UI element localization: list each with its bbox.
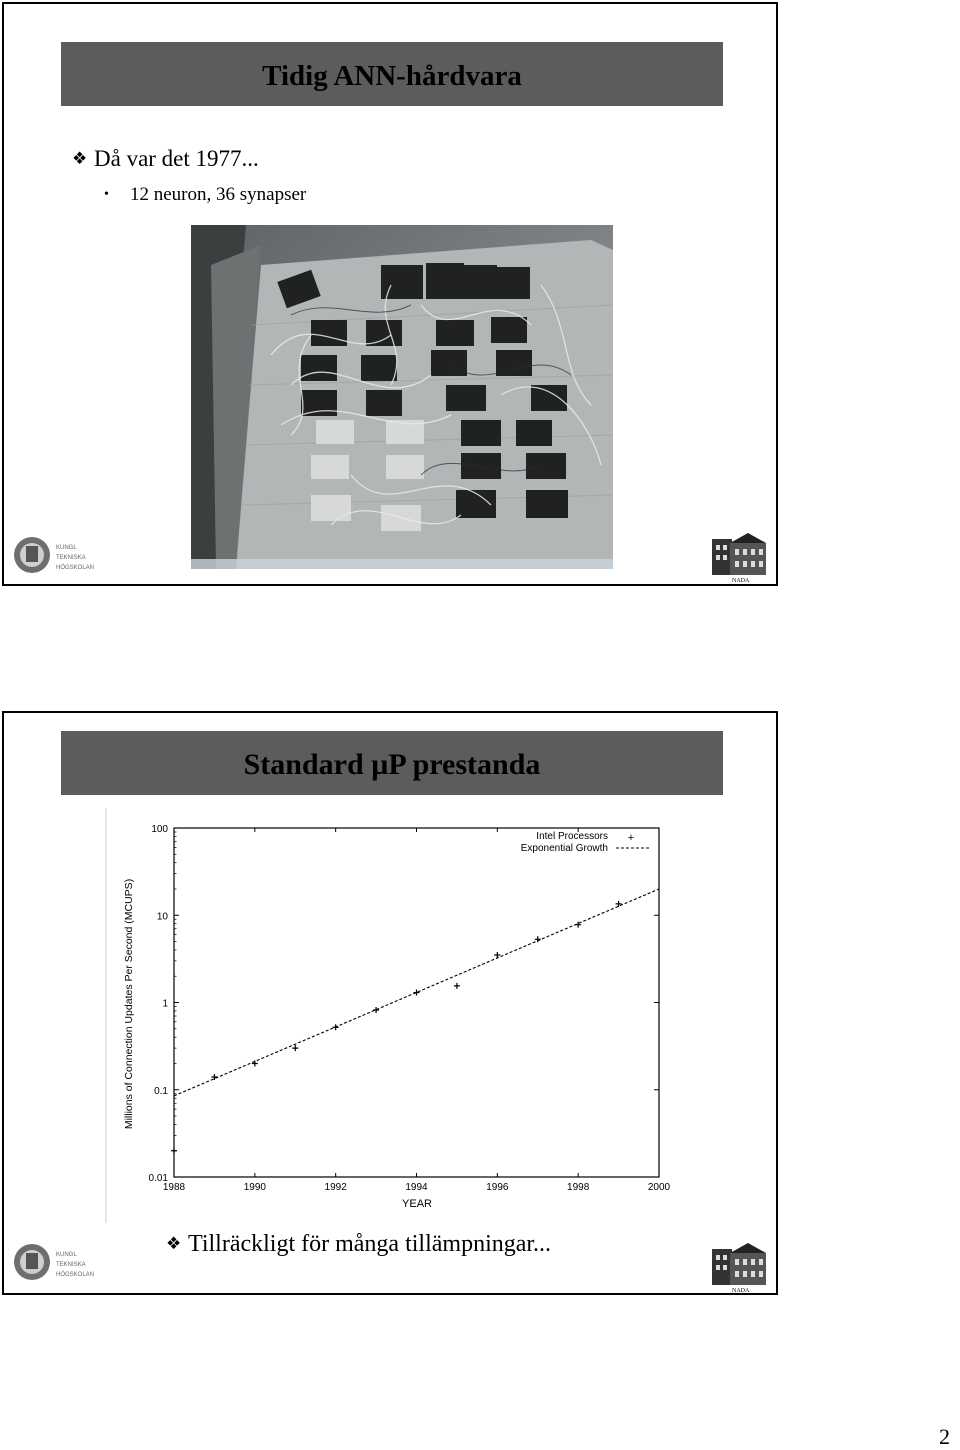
- intel-processor-point: [616, 901, 622, 907]
- neural-hardware-photo: [191, 225, 613, 569]
- nada-logo-text: NADA: [732, 1288, 750, 1293]
- intel-processor-point: [494, 952, 500, 958]
- kth-logo-line-2: TEKNISKA: [56, 555, 86, 561]
- page-number: 2: [939, 1424, 950, 1449]
- slide-1-title: Tidig ANN-hårdvara: [61, 42, 723, 106]
- y-tick-label: 10: [156, 911, 168, 923]
- slide-1-bullet-sub: [104, 184, 306, 206]
- x-tick-label: 1988: [162, 1182, 186, 1193]
- slide-2-bullet-main: [166, 1231, 551, 1258]
- intel-processor-point: [373, 1007, 379, 1013]
- slide-2: [2, 711, 778, 1295]
- x-tick-label: 1996: [486, 1182, 509, 1193]
- slide-1-bullet-main-text: Då var det 1977...: [94, 146, 259, 171]
- y-tick-label: 0.01: [148, 1173, 168, 1184]
- x-tick-label: 1994: [405, 1182, 428, 1193]
- diamond-bullet-icon: ❖: [72, 149, 88, 168]
- intel-processor-point: [414, 990, 420, 996]
- nada-building-logo: [710, 529, 770, 583]
- x-tick-label: 1990: [243, 1182, 266, 1193]
- kth-logo-line-1: KUNGL: [56, 545, 77, 551]
- kth-seal-logo: [12, 1239, 107, 1285]
- slide-1-bullet-sub-text: 12 neuron, 36 synapser: [130, 184, 307, 205]
- dot-bullet-icon: •: [104, 187, 109, 202]
- intel-processor-point: [333, 1024, 339, 1030]
- slide-2-title: Standard µP prestanda: [61, 731, 723, 795]
- slide-1-bullet-main: [72, 146, 259, 172]
- slide-1: [2, 2, 778, 586]
- x-tick-label: 2000: [647, 1182, 671, 1193]
- y-axis-label: Millions of Connection Updates Per Second (MCUPS): [123, 878, 135, 1130]
- intel-processor-point: [171, 1148, 177, 1154]
- diamond-bullet-icon: ❖: [166, 1234, 182, 1253]
- legend-label-intel: Intel Processors: [536, 831, 608, 842]
- nada-logo-text: NADA: [732, 578, 750, 583]
- intel-processor-point: [535, 936, 541, 942]
- kth-seal-logo: [12, 532, 107, 578]
- x-tick-label: 1992: [324, 1182, 347, 1193]
- x-axis-label: YEAR: [402, 1198, 432, 1210]
- mcups-chart: [104, 808, 684, 1228]
- x-tick-label: 1998: [567, 1182, 590, 1193]
- y-tick-label: 100: [151, 824, 168, 835]
- plot-frame: [174, 828, 659, 1177]
- chart-legend: [521, 831, 649, 854]
- intel-processor-point: [252, 1060, 258, 1066]
- nada-building-logo: [710, 1239, 770, 1293]
- intel-processor-point: [292, 1045, 298, 1051]
- slide-2-bullet-main-text: Tillräckligt för många tillämpningar...: [188, 1231, 552, 1257]
- legend-label-exponential: Exponential Growth: [520, 843, 608, 854]
- legend-marker-plus: +: [627, 832, 635, 844]
- kth-logo-line-1: KUNGL: [56, 1252, 77, 1258]
- y-tick-label: 1: [162, 998, 168, 1010]
- intel-processor-point: [454, 983, 460, 989]
- kth-logo-line-3: HÖGSKOLAN: [56, 1272, 95, 1278]
- kth-logo-line-2: TEKNISKA: [56, 1262, 86, 1268]
- y-tick-label: 0.1: [154, 1085, 168, 1097]
- kth-logo-line-3: HÖGSKOLAN: [56, 565, 95, 571]
